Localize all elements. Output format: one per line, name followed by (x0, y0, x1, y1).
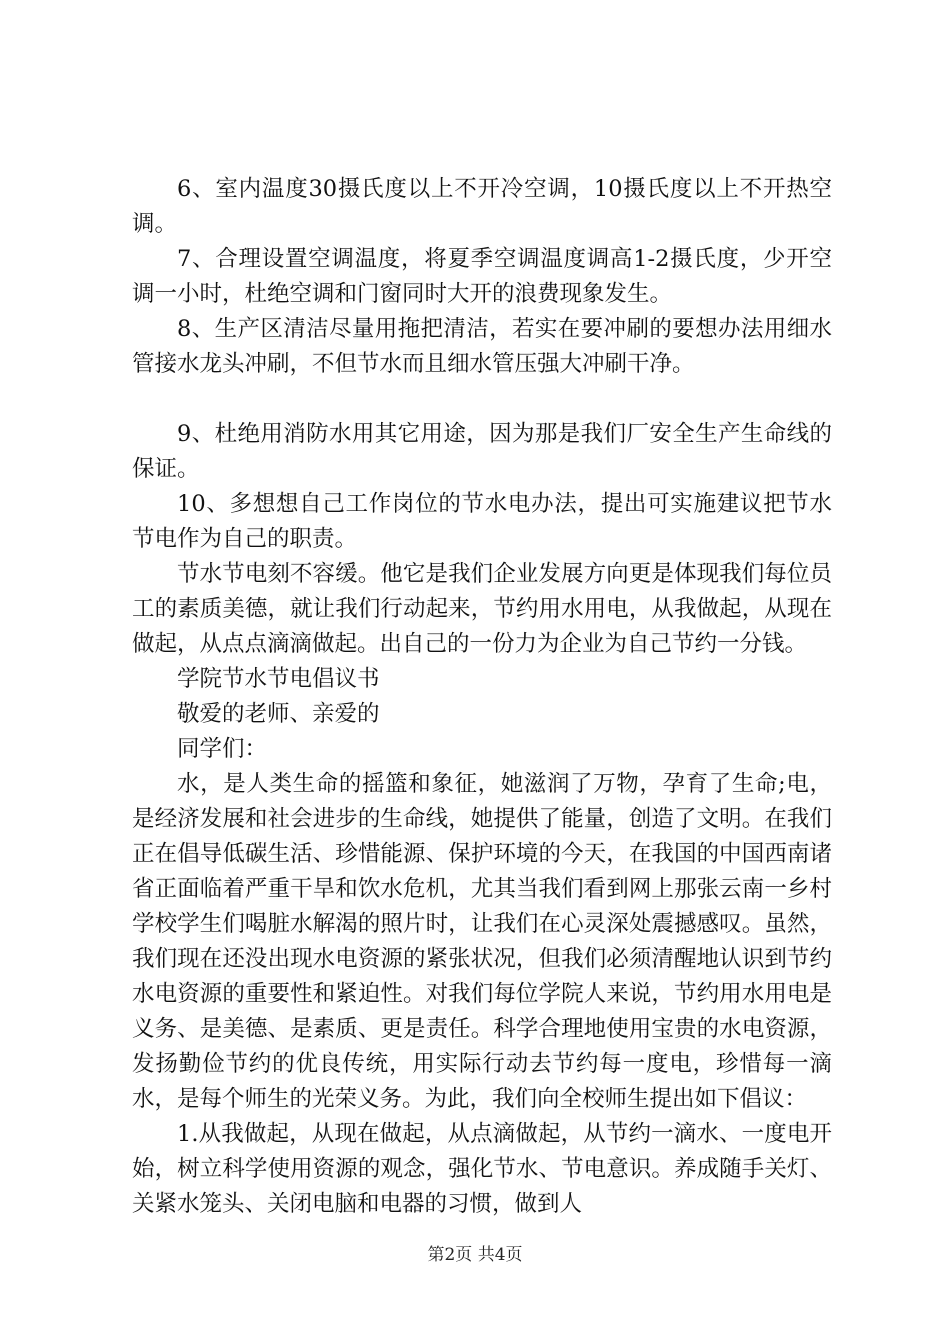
paragraph-body: 水，是人类生命的摇篮和象征，她滋润了万物，孕育了生命;电，是经济发展和社会进步的生命线，她提供了能量，创造了文明。在我们正在倡导低碳生活、珍惜能源、保护环境的今天，在我国的中国西南诸省正面临着严重干旱和饮水危机，尤其当我们看到网上那张云南一乡村学校学生们喝脏水解渴的照片时，让我们在心灵深处震撼感叹。虽然，我们现在还没出现水电资源的紧张状况，但我们必须清醒地认识到节约水电资源的重要性和紧迫性。对我们每位学院人来说，节约用水用电是义务、是美德、是素质、更是责任。科学合理地使用宝贵的水电资源，发扬勤俭节约的优良传统，用实际行动去节约每一度电，珍惜每一滴水，是每个师生的光荣义务。为此，我们向全校师生提出如下倡议： (132, 771, 832, 1112)
proposal-item-1: 1.从我做起，从现在做起，从点滴做起，从节约一滴水、一度电开始，树立科学使用资源的观念，强化节水、节电意识。养成随手关灯、关紧水笼头、关闭电脑和电器的习惯，做到人 (132, 1121, 832, 1217)
paragraph-item-8: 8、生产区清洁尽量用拖把清洁，若实在要冲刷的要想办法用细水管接水龙头冲刷，不但节水而且细水管压强大冲刷干净。 (132, 316, 832, 377)
paragraph-item-6: 6、室内温度30摄氏度以上不开冷空调，10摄氏度以上不开热空调。 (132, 176, 832, 237)
section-title: 学院节水节电倡议书 (177, 666, 380, 692)
paragraph-summary: 节水节电刻不容缓。他它是我们企业发展方向更是体现我们每位员工的素质美德，就让我们行动起来，节约用水用电，从我做起，从现在做起，从点点滴滴做起。出自己的一份力为企业为自己节约一分钱。 (132, 561, 832, 657)
page-number: 第2页 共4页 (427, 1245, 523, 1265)
paragraph-item-10: 10、多想想自己工作岗位的节水电办法，提出可实施建议把节水节电作为自己的职责。 (132, 491, 832, 552)
salutation-line-2: 同学们： (177, 736, 268, 762)
paragraph-item-7: 7、合理设置空调温度，将夏季空调温度调高1-2摄氏度，少开空调一小时，杜绝空调和门窗同时大开的浪费现象发生。 (132, 246, 832, 307)
salutation-line-1: 敬爱的老师、亲爱的 (177, 701, 380, 727)
document-body (132, 172, 832, 1222)
paragraph-item-9: 9、杜绝用消防水用其它用途，因为那是我们厂安全生产生命线的保证。 (132, 421, 832, 482)
